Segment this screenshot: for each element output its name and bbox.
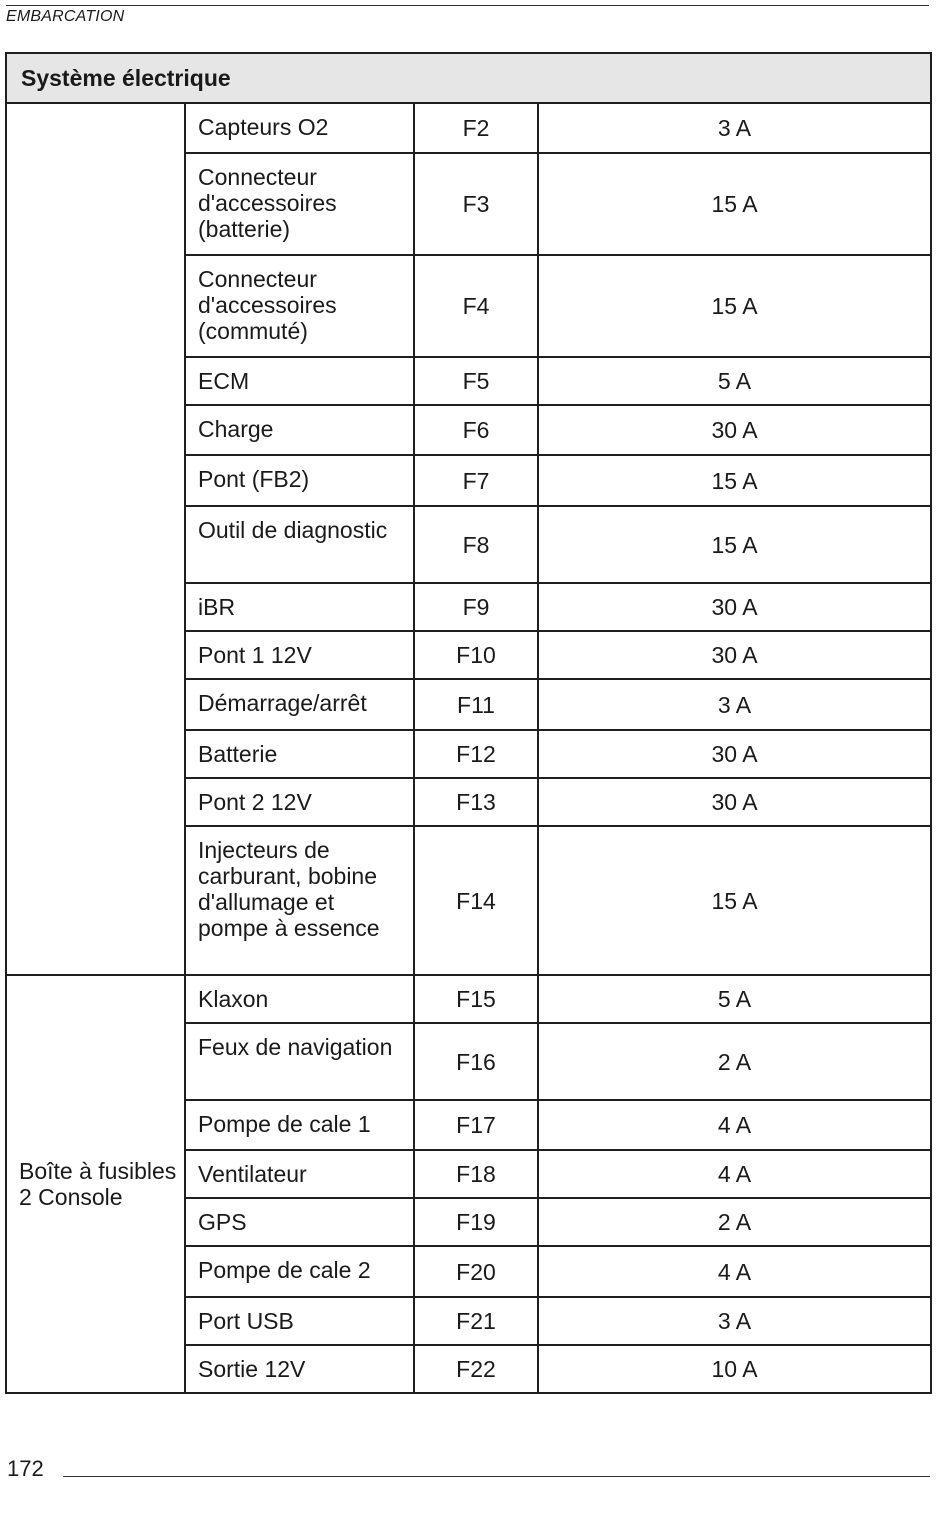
fuse-id: F7 <box>414 455 538 506</box>
fuse-id: F20 <box>414 1246 538 1297</box>
circuit-name: Capteurs O2 <box>185 103 414 153</box>
header-rule <box>6 5 929 6</box>
circuit-name: Klaxon <box>185 975 414 1023</box>
fuse-rating: 30 A <box>538 730 931 778</box>
fuse-rating: 4 A <box>538 1100 931 1150</box>
fuse-id: F10 <box>414 631 538 679</box>
fuse-id: F12 <box>414 730 538 778</box>
fuse-id: F9 <box>414 583 538 631</box>
table-title: Système électrique <box>6 53 931 103</box>
circuit-name: GPS <box>185 1198 414 1246</box>
fuse-rating: 30 A <box>538 631 931 679</box>
circuit-name: Feux de navigation <box>185 1023 414 1100</box>
circuit-name: Connecteur d'accessoires (batterie) <box>185 153 414 255</box>
table-title-row <box>6 53 931 103</box>
fuse-rating: 2 A <box>538 1023 931 1100</box>
fuse-id: F21 <box>414 1297 538 1345</box>
fuse-id: F14 <box>414 826 538 975</box>
circuit-name: Pompe de cale 2 <box>185 1246 414 1297</box>
circuit-name: Charge <box>185 405 414 455</box>
circuit-name: iBR <box>185 583 414 631</box>
fuse-rating: 5 A <box>538 975 931 1023</box>
fuse-id: F13 <box>414 778 538 826</box>
table-row <box>6 975 931 1023</box>
fuse-id: F18 <box>414 1150 538 1198</box>
circuit-name: Sortie 12V <box>185 1345 414 1393</box>
circuit-name: Pont (FB2) <box>185 455 414 506</box>
fuse-rating: 30 A <box>538 405 931 455</box>
fuse-rating: 30 A <box>538 778 931 826</box>
fuse-rating: 4 A <box>538 1150 931 1198</box>
fuse-rating: 3 A <box>538 103 931 153</box>
fuse-rating: 3 A <box>538 1297 931 1345</box>
group-label <box>6 103 185 975</box>
page-number: 172 <box>7 1456 44 1481</box>
fuse-id: F4 <box>414 255 538 357</box>
fuse-id: F11 <box>414 679 538 730</box>
circuit-name: Injecteurs de carburant, bobine d'allumage et pompe à essence <box>185 826 414 975</box>
fuse-id: F3 <box>414 153 538 255</box>
fuse-id: F22 <box>414 1345 538 1393</box>
circuit-name: Connecteur d'accessoires (commuté) <box>185 255 414 357</box>
fuse-id: F5 <box>414 357 538 405</box>
table-row <box>6 103 931 153</box>
fuse-rating: 4 A <box>538 1246 931 1297</box>
fuse-id: F15 <box>414 975 538 1023</box>
fuse-rating: 15 A <box>538 255 931 357</box>
fuse-rating: 15 A <box>538 506 931 583</box>
group-label: Boîte à fusibles 2 Console <box>6 975 185 1393</box>
fuse-id: F8 <box>414 506 538 583</box>
circuit-name: Pont 2 12V <box>185 778 414 826</box>
circuit-name: ECM <box>185 357 414 405</box>
circuit-name: Pont 1 12V <box>185 631 414 679</box>
fuse-rating: 3 A <box>538 679 931 730</box>
circuit-name: Pompe de cale 1 <box>185 1100 414 1150</box>
fuse-rating: 15 A <box>538 826 931 975</box>
fuse-id: F19 <box>414 1198 538 1246</box>
circuit-name: Outil de diagnostic <box>185 506 414 583</box>
circuit-name: Démarrage/arrêt <box>185 679 414 730</box>
fuse-rating: 15 A <box>538 153 931 255</box>
fuse-table <box>5 52 932 1394</box>
running-head: EMBARCATION <box>6 8 125 25</box>
fuse-rating: 30 A <box>538 583 931 631</box>
fuse-rating: 2 A <box>538 1198 931 1246</box>
fuse-rating: 15 A <box>538 455 931 506</box>
fuse-rating: 10 A <box>538 1345 931 1393</box>
fuse-id: F17 <box>414 1100 538 1150</box>
fuse-id: F2 <box>414 103 538 153</box>
circuit-name: Ventilateur <box>185 1150 414 1198</box>
circuit-name: Port USB <box>185 1297 414 1345</box>
fuse-rating: 5 A <box>538 357 931 405</box>
fuse-id: F6 <box>414 405 538 455</box>
circuit-name: Batterie <box>185 730 414 778</box>
fuse-id: F16 <box>414 1023 538 1100</box>
footer-rule <box>63 1476 930 1477</box>
